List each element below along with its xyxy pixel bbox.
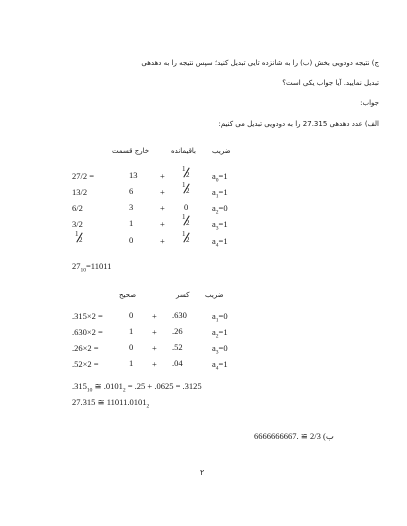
t1-expr-fraction: 1 2 [75,230,83,244]
t1-quot: 0 [129,235,134,245]
t2-frac: .52 [172,342,183,352]
answer-label: جواب: [360,99,379,107]
table1-result: $27_{10}=11011$ [72,261,112,274]
t1-quot: 1 [129,218,134,228]
t2-plus: + [152,327,157,337]
table1-header-quotient: خارج قسمت [112,147,150,155]
table2-header-coef: ضریب [205,291,224,299]
t1-quot: 3 [129,202,134,212]
t2-coef: $a_2=1$ [212,327,228,340]
t1-coef: $a_1=1$ [212,187,228,200]
t1-expr: 27/2 = [72,171,95,181]
t1-rem-fraction: 1 2 [182,213,190,227]
t2-expr: .26×2 = [72,343,99,353]
t1-expr: 6/2 [72,203,83,213]
t2-frac: .630 [172,310,187,320]
t1-rem-fraction: 1 2 [182,165,190,179]
t2-expr: .52×2 = [72,359,99,369]
t2-int: 0 [129,342,134,352]
t1-coef: $a_2=0$ [212,203,228,216]
t1-coef: $a_0=1$ [212,171,228,184]
t1-quot: 6 [129,186,134,196]
t1-rem-fraction: 1 2 [182,230,190,244]
t2-coef: $a_3=0$ [212,343,228,356]
t1-plus: + [160,171,165,181]
t2-plus: + [152,343,157,353]
t2-int: 1 [129,326,134,336]
t1-rem-fraction: 1 2 [182,181,190,195]
t1-plus: + [160,187,165,197]
table1-header-coef: ضریب [212,147,231,155]
t1-quot: 13 [129,170,138,180]
t2-expr: .630×2 = [72,327,103,337]
t2-coef: $a_4=1$ [212,359,228,372]
t1-expr: 13/2 [72,187,88,197]
t1-rem: 0 [184,202,189,212]
page-number: ۲ [200,468,205,477]
question-line-1: ج) نتیجه دودویی بخش (ب) را به شانزده تایی تبدیل کنید؛ سپس نتیجه را به دهدهی [141,59,379,67]
t2-int: 0 [129,310,134,320]
question-line-2: تبدیل نمایید. آیا جواب یکی است؟ [282,79,379,87]
table2-header-fraction: کسر [176,291,190,299]
part-b-line: ب) 2/3 ≅ .6666666667 [254,431,334,441]
t2-frac: .04 [172,358,183,368]
t2-frac: .26 [172,326,183,336]
table2-result-full: 27.315 ≅ $11011.0101_2$ [72,397,150,410]
t1-expr: 3/2 [72,219,83,229]
t1-plus: + [160,236,165,246]
t2-plus: + [152,311,157,321]
t2-expr: .315×2 = [72,311,103,321]
t2-int: 1 [129,358,134,368]
t1-coef: $a_4=1$ [212,236,228,249]
table1-header-remainder: باقیمانده [171,147,197,155]
t1-plus: + [160,203,165,213]
t2-coef: $a_1=0$ [212,311,228,324]
part-a-intro: الف) عدد دهدهی 27.315 را به دودویی تبدیل می کنیم: [218,120,379,128]
table2-header-integer: صحیح [119,291,137,299]
t1-plus: + [160,219,165,229]
table2-result-fraction: $.315_{10}$ ≅ $.0101_2 = .25 + .0625 = .3125$ [72,381,202,394]
t2-plus: + [152,359,157,369]
t1-coef: $a_3=1$ [212,219,228,232]
